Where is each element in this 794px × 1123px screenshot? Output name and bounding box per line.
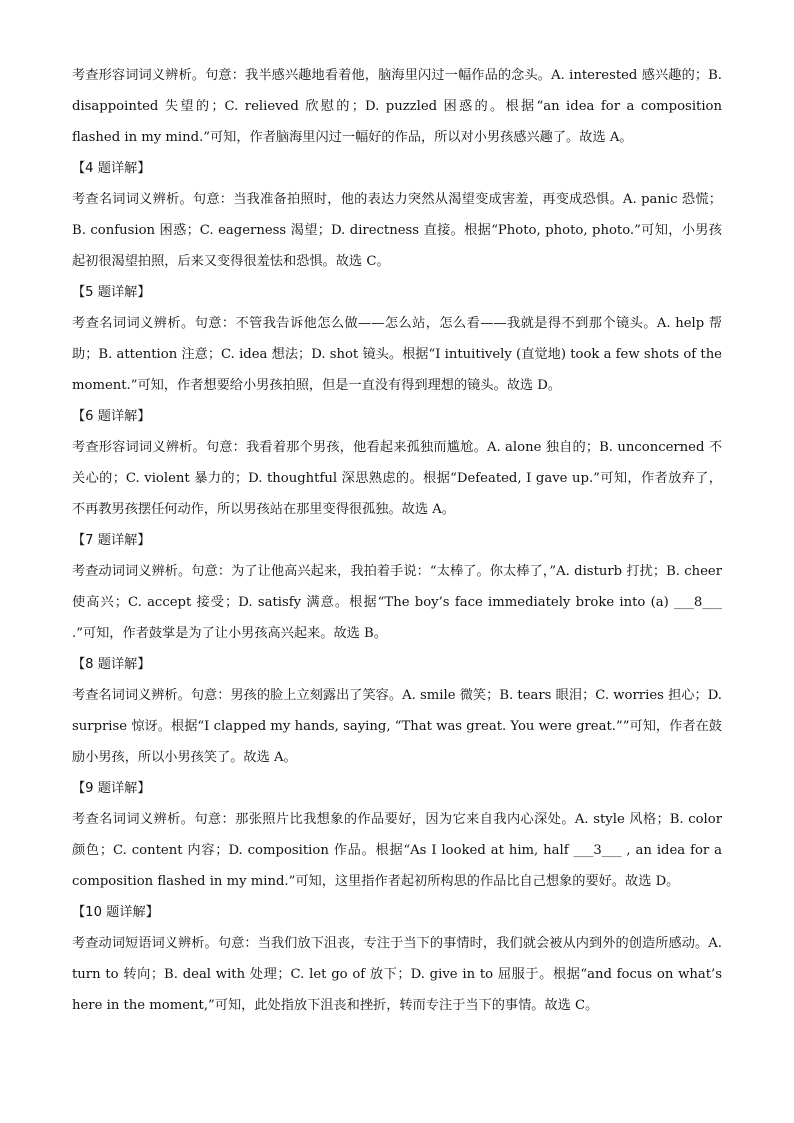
section-6	[72, 401, 722, 525]
question-heading: 【7 题详解】	[72, 533, 151, 548]
section-8	[72, 649, 722, 773]
document-page	[72, 60, 722, 1021]
explanation-paragraph: 考查形容词词义辨析。句意：我看着那个男孩，他看起来孤独而尴尬。A. alone 独自的；B. unconcerned 不关心的；C. violent 暴力的；D. thoughtful 深思熟虑的。根据“Defeated, I gave up.”可知，作者放弃了，不再教男孩摆任何动作，所以男孩站在那里变得很孤独。故选 A。	[72, 440, 722, 517]
explanation-paragraph: 考查动词词义辨析。句意：为了让他高兴起来，我拍着手说：“太棒了。你太棒了，”A. disturb 打扰；B. cheer 使高兴；C. accept 接受；D. satisfy 满意。根据“The boy’s face immediately broke into (a) ___8___ .”可知，作者鼓掌是为了让小男孩高兴起来。故选 B。	[72, 564, 722, 641]
question-heading: 【5 题详解】	[72, 285, 151, 300]
section-7	[72, 525, 722, 649]
explanation-paragraph: 考查名词词义辨析。句意：那张照片比我想象的作品要好，因为它来自我内心深处。A. style 风格；B. color 颜色；C. content 内容；D. composition 作品。根据“As I looked at him, half ___3___ , an idea for a composition flashed in my mind.”可知，这里指作者起初所构思的作品比自己想象的要好。故选 D。	[72, 812, 722, 889]
question-heading: 【10 题详解】	[72, 905, 159, 920]
explanation-paragraph: 考查名词词义辨析。句意：当我准备拍照时，他的表达力突然从渴望变成害羞，再变成恐惧。A. panic 恐慌；B. confusion 困惑；C. eagerness 渴望；D. directness 直接。根据“Photo, photo, photo.”可知，小男孩起初很渴望拍照，后来又变得很羞怯和恐惧。故选 C。	[72, 192, 722, 269]
question-heading: 【9 题详解】	[72, 781, 151, 796]
question-heading: 【4 题详解】	[72, 161, 151, 176]
section-3	[72, 60, 722, 153]
explanation-paragraph: 考查名词词义辨析。句意：不管我告诉他怎么做——怎么站，怎么看——我就是得不到那个镜头。A. help 帮助；B. attention 注意；C. idea 想法；D. shot 镜头。根据“I intuitively (直觉地) took a few shots of the moment.”可知，作者想要给小男孩拍照，但是一直没有得到理想的镜头。故选 D。	[72, 316, 722, 393]
section-4	[72, 153, 722, 277]
section-10	[72, 897, 722, 1021]
question-heading: 【6 题详解】	[72, 409, 151, 424]
section-9	[72, 773, 722, 897]
explanation-paragraph: 考查动词短语词义辨析。句意：当我们放下沮丧，专注于当下的事情时，我们就会被从内到外的创造所感动。A. turn to 转向；B. deal with 处理；C. let go of 放下；D. give in to 屈服于。根据“and focus on what’s here in the moment,”可知，此处指放下沮丧和挫折，转而专注于当下的事情。故选 C。	[72, 936, 722, 1013]
explanation-paragraph: 考查名词词义辨析。句意：男孩的脸上立刻露出了笑容。A. smile 微笑；B. tears 眼泪；C. worries 担心；D. surprise 惊讶。根据“I clapped my hands, saying, “That was great. You were great.””可知，作者在鼓励小男孩，所以小男孩笑了。故选 A。	[72, 688, 722, 765]
question-heading: 【8 题详解】	[72, 657, 151, 672]
explanation-paragraph: 考查形容词词义辨析。句意：我半感兴趣地看着他，脑海里闪过一幅作品的念头。A. interested 感兴趣的；B. disappointed 失望的；C. relieved 欣慰的；D. puzzled 困惑的。根据“an idea for a composition flashed in my mind.”可知，作者脑海里闪过一幅好的作品，所以对小男孩感兴趣了。故选 A。	[72, 68, 722, 145]
section-5	[72, 277, 722, 401]
